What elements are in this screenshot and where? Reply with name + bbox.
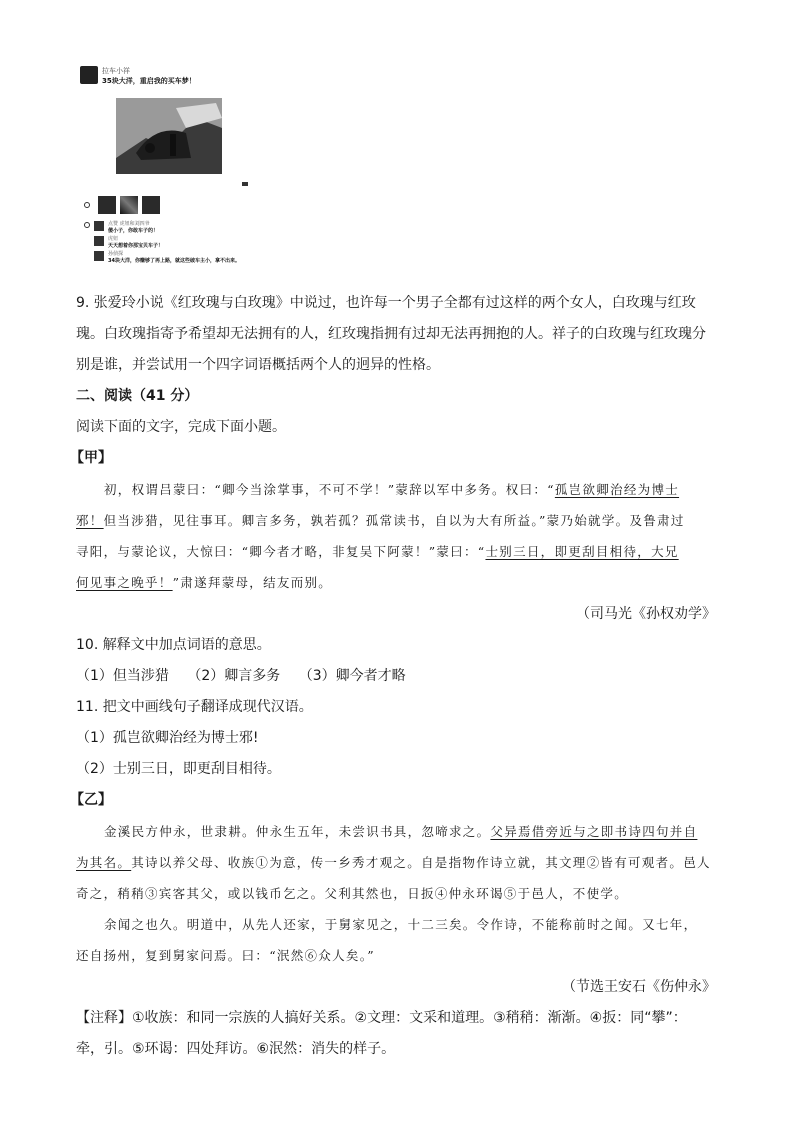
notes-line-1: 【注释】①收族：和同一宗族的人搞好关系。②文理：文采和道理。③稍稍：渐渐。④扳：同“攀”： <box>76 1010 687 1026</box>
underlined-sentence: 为其名。 <box>76 855 132 870</box>
passage-jia-line-2: 邪！但当涉猎，见往事耳。卿言多务，孰若孤？孤常读书，自以为大有所益。”蒙乃始就学。及鲁肃过 <box>76 513 685 528</box>
underlined-sentence: 邪！ <box>76 513 104 528</box>
question-9-line-2: 瑰。白玫瑰指寄予希望却无法拥有的人，红玫瑰指拥有过却无法再拥抱的人。祥子的白玫瑰与红玫瑰分 <box>76 326 706 342</box>
passage-jia-line-1: 初，权谓吕蒙曰：“卿今当涂掌事，不可不学！”蒙辞以军中多务。权曰：“孤岂欲卿治经为博士 <box>104 482 680 497</box>
question-10-item: （3）卿今者才略 <box>298 668 406 684</box>
comment-text: 天天想着你那宝贝车子！ <box>108 242 164 249</box>
passage-jia-line-3: 寻阳，与蒙论议，大惊曰：“卿今者才略，非复吴下阿蒙！”蒙曰：“士别三日，即更刮目相待，大兄 <box>76 544 679 559</box>
underlined-sentence: 士别三日，即更刮目相待，大兄 <box>485 544 679 559</box>
question-9-line-3: 别是谁，并尝试用一个四字词语概括两个人的迥异的性格。 <box>76 357 440 373</box>
avatar <box>94 221 104 231</box>
comment <box>84 236 244 249</box>
question-11-item-1: （1）孤岂欲卿治经为博士邪! <box>76 730 259 746</box>
passage-jia-source: （司马光《孙权劝学》 <box>576 606 716 622</box>
question-10: 10. 解释文中加点词语的意思。 <box>76 637 271 653</box>
passage-yi-line-2: 为其名。其诗以养父母、收族①为意，传一乡秀才观之。自是指物作诗立就，其文理②皆有可观者。邑人 <box>76 855 711 870</box>
post-username: 拉车小祥 <box>102 67 130 75</box>
avatar <box>94 251 104 261</box>
passage-yi-line-3: 奇之，稍稍③宾客其父，或以钱币乞之。父利其然也，日扳④仲永环谒⑤于邑人，不使学。 <box>76 886 629 901</box>
passage-yi-line-4: 余闻之也久。明道中，从先人还家，于舅家见之，十二三矣。令作诗，不能称前时之闻。又七年， <box>104 917 698 932</box>
photo-badge-icon <box>242 182 248 186</box>
comment-list <box>84 221 244 266</box>
passage-jia-line-4: 何见事之晚乎！”肃遂拜蒙母，结友而别。 <box>76 575 333 590</box>
question-9-line-1: 9. 张爱玲小说《红玫瑰与白玫瑰》中说过，也许每一个男子全都有过这样的两个女人，白玫瑰与红玫 <box>76 295 696 311</box>
passage-yi-source: （节选王安石《伤仲永》 <box>562 979 716 995</box>
comment-name: 点赞 虎妞和刘四爷 <box>108 221 150 227</box>
notes-line-2: 牵，引。⑤环谒：四处拜访。⑥泯然：消失的样子。 <box>76 1041 396 1057</box>
passage-yi-line-5: 还自扬州，复到舅家问焉。曰：“泯然⑥众人矣。” <box>76 948 375 963</box>
bullet-icon <box>84 202 90 208</box>
passage-yi-line-1: 金溪民方仲永，世隶耕。仲永生五年，未尝识书具，忽啼求之。父异焉借旁近与之即书诗四句并自 <box>104 824 698 839</box>
comment-text: 34块大洋，你赚够了再上路，就这些破车主小，拿不出来。 <box>108 257 240 264</box>
thumbnail-row <box>84 196 160 214</box>
question-11: 11. 把文中画线句子翻译成现代汉语。 <box>76 699 313 715</box>
comment-name: 虎妞 <box>108 236 119 242</box>
comment <box>84 221 244 234</box>
question-11-item-2: （2）士别三日，即更刮目相待。 <box>76 761 281 777</box>
underlined-sentence: 何见事之晚乎！ <box>76 575 173 590</box>
passage-yi-label: 【乙】 <box>70 792 112 808</box>
post-caption: 35块大洋，重启我的买车梦！ <box>102 77 196 85</box>
social-post-image <box>80 66 260 264</box>
post-header <box>80 66 260 86</box>
post-photo <box>116 98 222 174</box>
section-heading: 二、阅读（41 分） <box>76 388 199 404</box>
question-10-item: （2）卿言多务 <box>187 668 281 684</box>
thumbnail[interactable] <box>98 196 116 214</box>
underlined-sentence: 孤岂欲卿治经为博士 <box>554 482 680 497</box>
passage-jia-label: 【甲】 <box>70 450 112 466</box>
question-10-item: （1）但当涉猎 <box>76 668 169 684</box>
comment-name: 孙侦探 <box>108 251 124 257</box>
comment-text: 傻小子，你敢车子的！ <box>108 227 159 234</box>
avatar <box>80 66 98 84</box>
underlined-sentence: 父异焉借旁近与之即书诗四句并自 <box>490 824 698 839</box>
question-10-items <box>76 660 716 692</box>
thumbnail[interactable] <box>120 196 138 214</box>
bullet-icon <box>84 222 90 228</box>
reading-instruction: 阅读下面的文字，完成下面小题。 <box>76 419 286 435</box>
thumbnail[interactable] <box>142 196 160 214</box>
avatar <box>94 236 104 246</box>
comment <box>84 251 244 264</box>
